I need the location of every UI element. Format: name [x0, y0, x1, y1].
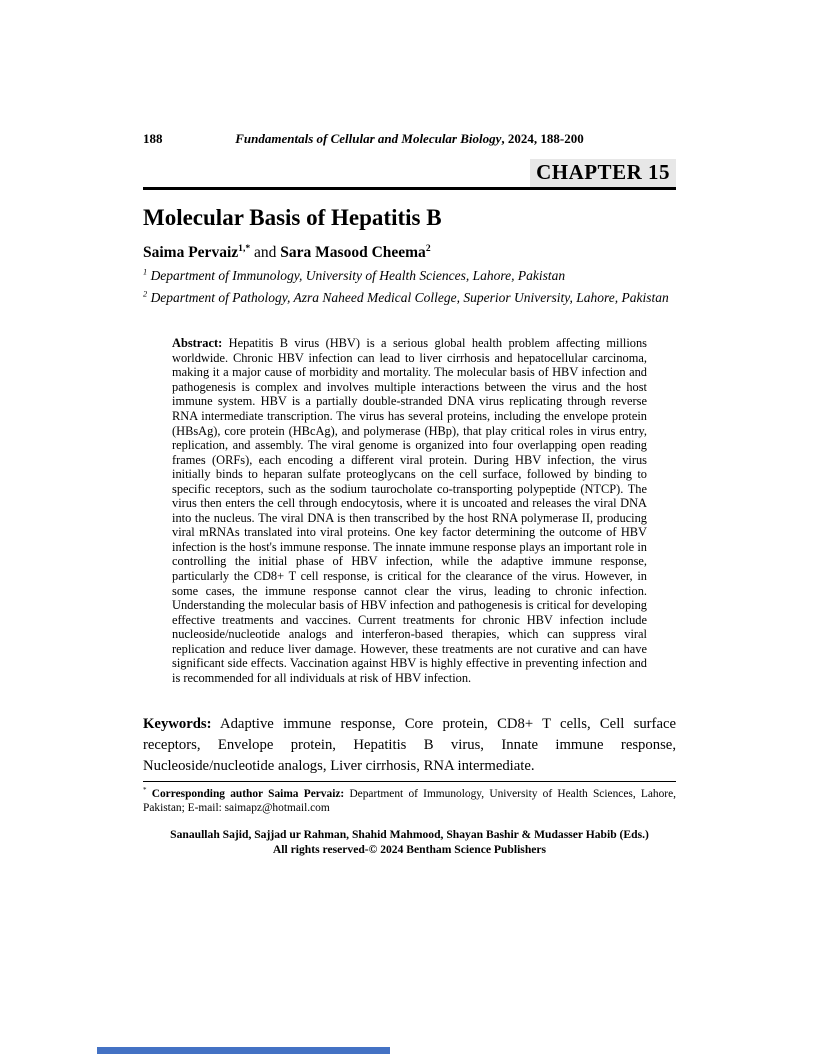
- footer-link-bar[interactable]: [97, 1047, 390, 1054]
- page-content: [143, 0, 676, 857]
- abstract: [172, 336, 647, 685]
- footnote-superscript: *: [143, 786, 147, 795]
- footnote-rule: [143, 781, 676, 782]
- keywords-text: Adaptive immune response, Core protein, CD8+ T cells, Cell surface receptors, Envelope protein, Hepatitis B virus, Innate immune response, Nucleoside/nucleotide analogs, Liver cirrhosis, RNA intermediate.: [143, 716, 676, 775]
- page-header: [143, 131, 676, 147]
- keywords: [143, 714, 676, 777]
- authors-line: [143, 244, 676, 262]
- copyright-line: All rights reserved-© 2024 Bentham Science Publishers: [272, 843, 547, 857]
- keywords-label: Keywords:: [143, 716, 212, 733]
- affiliation-2-superscript: 2: [143, 289, 148, 299]
- affiliation-2: [143, 290, 676, 306]
- footnote-label: Corresponding author Saima Pervaiz:: [146, 788, 345, 801]
- author-1: [143, 244, 250, 261]
- authors-separator: and: [250, 244, 281, 262]
- running-head: [143, 131, 676, 147]
- affiliation-1: [143, 268, 676, 284]
- affiliation-2-text: Department of Pathology, Azra Naheed Medical College, Superior University, Lahore, Pakistan: [147, 290, 669, 306]
- abstract-label: Abstract:: [172, 336, 223, 351]
- affiliation-1-text: Department of Immunology, University of Health Sciences, Lahore, Pakistan: [147, 268, 566, 284]
- page-number: 188: [143, 131, 163, 146]
- affiliation-1-superscript: 1: [143, 267, 148, 277]
- running-head-suffix: , 2024, 188-200: [501, 131, 584, 146]
- abstract-text: Hepatitis B virus (HBV) is a serious global health problem affecting millions worldwide. Chronic HBV infection can lead to liver cirrhosis and hepatocellular carcinoma, making it a major cause of morbidity and mortality. The molecular basis of HBV infection and pathogenesis is complex and involves multiple interactions between the virus and the host immune system. HBV is a partially double-stranded DNA virus replicating through reverse RNA intermediate transcription. The virus has several proteins, including the envelope protein (HBsAg), core protein (HBcAg), and polymerase (HBp), that play critical roles in virus entry, replication, and assembly. The viral genome is organized into four overlapping open reading frames (ORFs), each encoding a different viral protein. During HBV infection, the virus initially binds to heparan sulfate proteoglycans on the cell surface, followed by binding to specific receptors, such as the sodium taurocholate co-transporting polypeptide (NTCP). The virus then enters the cell through endocytosis, where it is uncoated and releases the viral DNA into the nucleus. The viral DNA is then transcribed by the host RNA polymerase II, producing viral mRNAs translated into viral proteins. One key factor determining the outcome of HBV infection is the host's immune response. The innate immune response plays an important role in controlling the initial phase of HBV infection, while the adaptive immune response, particularly the CD8+ T cell response, is critical for the clearance of the virus. However, in some cases, the immune response cannot clear the virus, leading to chronic infection. Understanding the molecular basis of HBV infection and pathogenesis is critical for developing effective treatments and vaccines. Current treatments for chronic HBV infection include nucleoside/nucleotide analogs and interferon-based therapies, which can suppress viral replication and reduce liver damage. However, these treatments are not curative and can have significant side effects. Vaccination against HBV is highly effective in preventing infection and is recommended for all individuals at risk of HBV infection.: [172, 336, 647, 685]
- author-2-name: Sara Masood Cheema: [280, 244, 426, 262]
- footnote-text: Department of Immunology, University of Health Sciences, Lahore, Pakistan; E-mail: saimapz@hotmail.com: [143, 788, 676, 815]
- author-2: [280, 244, 430, 261]
- author-2-superscript: 2: [425, 243, 431, 255]
- author-1-superscript: 1,*: [238, 243, 251, 255]
- corresponding-author-note: [143, 787, 676, 815]
- imprint: [143, 827, 676, 857]
- editors-line: Sanaullah Sajid, Sajjad ur Rahman, Shahid Mahmood, Shayan Bashir & Mudasser Habib (Eds.): [170, 828, 649, 842]
- header-rule: [143, 159, 676, 190]
- chapter-title: Molecular Basis of Hepatitis B: [143, 205, 442, 230]
- running-head-title: Fundamentals of Cellular and Molecular Biology: [235, 131, 502, 146]
- chapter-badge: CHAPTER 15: [530, 159, 676, 187]
- author-1-name: Saima Pervaiz: [143, 244, 239, 262]
